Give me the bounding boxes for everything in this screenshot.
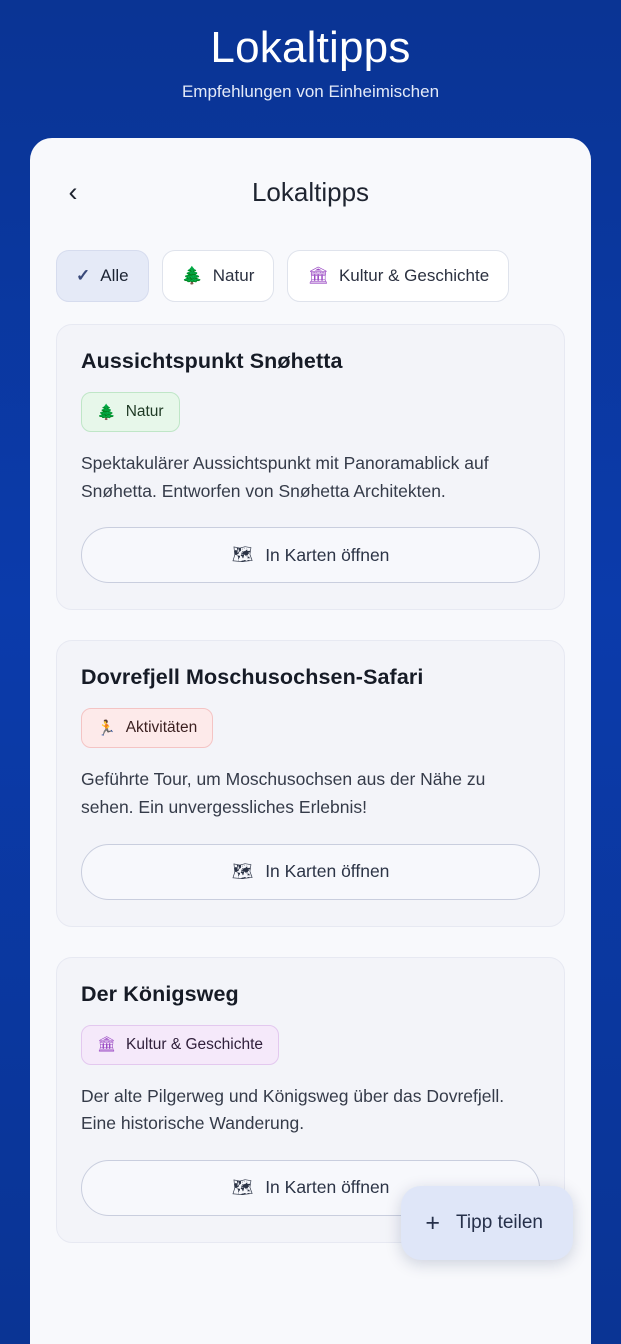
open-in-maps-button[interactable] — [81, 844, 540, 900]
tip-list — [30, 302, 591, 1283]
filter-chip-natur[interactable] — [162, 250, 275, 302]
museum-icon: 🏛 — [307, 266, 329, 285]
share-tip-fab[interactable] — [401, 1186, 573, 1260]
tip-title: Dovrefjell Moschusochsen-Safari — [81, 665, 424, 690]
tip-title: Der Königsweg — [81, 981, 239, 1006]
page-header — [0, 0, 621, 102]
tip-category-label: Natur — [125, 403, 164, 420]
tip-description: Der alte Pilgerweg und Königsweg über das Dovrefjell. Eine historische Wanderung. — [81, 1085, 505, 1134]
filter-chip-label: Alle — [100, 266, 129, 285]
filter-chip-alle[interactable] — [56, 250, 149, 302]
map-icon: 🗺 — [231, 545, 254, 565]
tip-card — [56, 324, 565, 610]
app-bar-title: Lokaltipps — [251, 176, 370, 207]
tip-description: Geführte Tour, um Moschusochsen aus der Nähe zu sehen. Ein unvergessliches Erlebnis! — [81, 769, 486, 817]
tip-card — [56, 640, 565, 926]
tip-description: Spektakulärer Aussichtspunkt mit Panoramablick auf Snøhetta. Entworfen von Snøhetta Architekten. — [81, 453, 489, 501]
tip-category-label: Aktivitäten — [125, 719, 198, 737]
page-title: Lokaltipps — [210, 23, 411, 72]
tree-icon: 🌲 — [97, 403, 116, 421]
app-bar — [30, 138, 591, 246]
chevron-left-icon[interactable]: ‹ — [56, 175, 90, 209]
map-icon: 🗺 — [231, 861, 254, 881]
tip-title: Aussichtspunkt Snøhetta — [81, 349, 343, 373]
tree-icon: 🌲 — [181, 266, 203, 285]
tip-category-badge — [81, 1025, 279, 1065]
check-icon: ✓ — [76, 266, 91, 285]
filter-chip-label: Kultur & Geschichte — [338, 266, 490, 285]
filter-chip-kultur-geschichte[interactable] — [287, 250, 509, 302]
open-in-maps-label: In Karten öffnen — [265, 544, 390, 565]
map-icon: 🗺 — [231, 1177, 254, 1197]
museum-icon: 🏛 — [97, 1036, 117, 1054]
open-in-maps-label: In Karten öffnen — [265, 1177, 390, 1198]
runner-icon: 🏃 — [97, 719, 116, 737]
plus-icon: + — [425, 1208, 441, 1237]
phone-frame — [30, 138, 591, 1344]
tip-category-label: Kultur & Geschichte — [126, 1035, 264, 1053]
page-subtitle: Empfehlungen von Einheimischen — [181, 81, 440, 101]
tip-category-badge — [81, 392, 180, 432]
filter-chip-label: Natur — [212, 266, 255, 285]
filter-chip-row — [30, 250, 591, 302]
open-in-maps-button[interactable] — [81, 527, 540, 583]
tip-category-badge — [81, 708, 213, 748]
open-in-maps-label: In Karten öffnen — [265, 861, 390, 882]
share-tip-label: Tipp teilen — [456, 1212, 543, 1233]
